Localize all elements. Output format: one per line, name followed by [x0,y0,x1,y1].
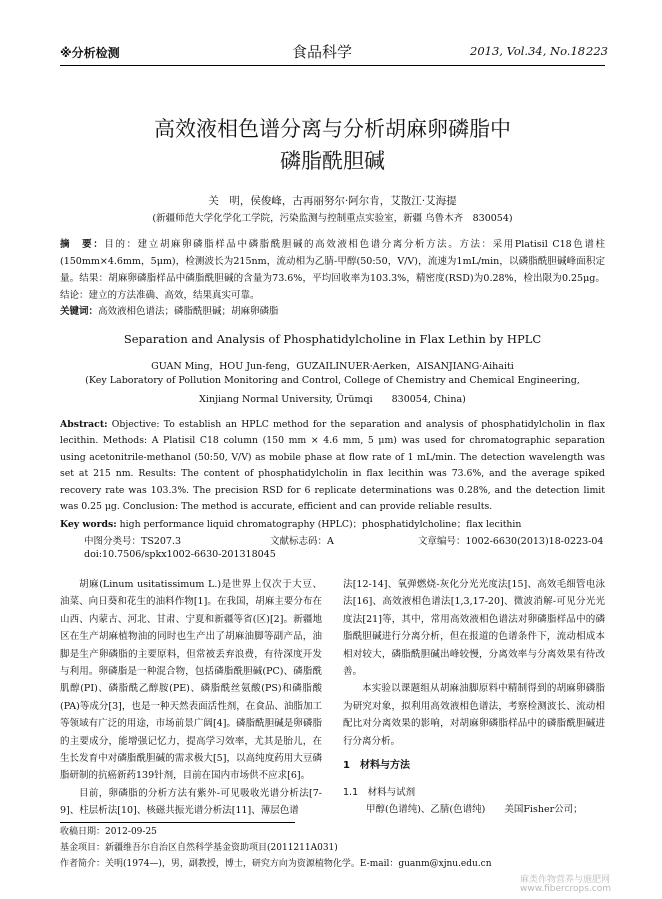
abstract-cn [60,236,605,304]
abstract-en-label: Abstract: [60,419,108,430]
body-right-paragraph-1: 法[12-14]、氧弹燃烧-灰化分光光度法[15]、高效毛细管电泳法[16]、高效液相色谱法[1,3,17-20]、微波消解-可见分光光度法[21]等，其中，常用高效液相色谱法对卵磷脂样品中的磷脂酰胆碱进行分离分析，但在报道的色谱条件下，流动相成本相对较大，磷脂酰胆碱出峰较慢，分离效率与分离效果有待改善。 [343,579,605,678]
title-cn-line-2: 磷脂酰胆碱 [280,149,385,173]
document-code: 文献标志码：A [270,536,334,547]
affiliation-cn: (新疆师范大学化学化工学院，污染监测与控制重点实验室，新疆 乌鲁木齐 830054) [152,213,513,224]
article-number: 文章编号：1002-6630(2013)18-0223-04 [418,536,604,547]
body-left-paragraph-2: 目前，卵磷脂的分析方法有紫外-可见吸收光谱分析法[7-9]、柱层析法[10]、核磁共振光谱分析法[11]、薄层色谱 [60,787,322,817]
clc-number: 中图分类号：TS207.3 [84,536,182,547]
section-label: ※分析检测 [60,46,120,60]
abstract-en-text: Objective: To establish an HPLC method for the separation and analysis of phosphatidylcholin in flax lecithin. Methods: A Platisil C18 column (150 mm × 4.6 mm, 5 μm) was used for chromatographic separation using acetonitrile-methanol (50:50, V/V) as mobile phase at flow rate of 1 mL/min. The detection wavelength was set at 215 nm. Results: The content of phosphatidylcholin in flax lecithin was 73.6%, and the average spiked recovery rate was 103.3%. The precision RSD for 6 replicate determinations was 0.28%, and the detection limit was 0.25 μg. Conclusion: The method is accurate, efficient and can provide reliable results. [60,419,605,513]
title-en: Separation and Analysis of Phosphatidylcholine in Flax Lethin by HPLC [123,332,542,346]
keywords-en-label: Key words: [60,519,117,530]
section-heading-1-1: 1.1 材料与试剂 [343,787,416,798]
abstract-en [60,417,605,517]
fund-info: 基金项目：新疆维吾尔自治区自然科学基金资助项目(2011211A031) [60,843,338,853]
body-right-column [343,576,605,750]
header-rule [60,65,605,66]
body-left-column [60,576,322,817]
authors-cn: 关 明，侯俊峰，古再丽努尔·阿尔肯，艾散江·艾海提 [208,195,457,207]
watermark-line-1: 麻类作物营养与施肥网 [520,875,611,885]
keywords-cn-label: 关键词： [60,306,99,317]
body-left-paragraph-1: 胡麻(Linum usitatissimum L.)是世界上仅次于大豆、油菜、向日葵和花生的油料作物[1]。在我国，胡麻主要分布在山西、内蒙古、河北、甘肃、宁夏和新疆等省(区)[2]。新疆地区在生产胡麻植物油的同时也生产出了胡麻油脚等副产品，油脚是生产卵磷脂的主要原料，但常被丢弃浪费，有待深度开发与利用。卵磷脂是一种混合物，包括磷脂酰胆碱(PC)、磷脂酰肌醇(PI)、磷脂酰乙醇胺(PE)、磷脂酰丝氨酸(PS)和磷脂酸(PA)等成分[3]，也是一种天然表面活性剂，在食品、油脂加工等领域有广泛的用途，市场前景广阔[4]。磷脂酰胆碱是卵磷脂的主要成分，能增强记忆力，提高学习效率，尤其是胎儿，在生长发育中对磷脂酰胆碱的需求极大[5]，以高纯度药用大豆磷脂研制的抗癌新药139针剂，目前在国内市场供不应求[6]。 [60,579,322,782]
keywords-cn-text: 高效液相色谱法；磷脂酰胆碱；胡麻卵磷脂 [98,306,279,317]
received-date: 收稿日期：2012-09-25 [60,827,157,837]
journal-name: 食品科学 [292,43,353,61]
authors-en: GUAN Ming，HOU Jun-feng，GUZAILINUER·Aerken，AISANJIANG·Aihaiti [151,361,514,372]
body-right-paragraph-2: 本实验以课题组从胡麻油脚原料中精制得到的胡麻卵磷脂为研究对象，拟利用高效液相色谱法，考察检测波长、流动相配比对分离效果的影响，对胡麻卵磷脂样品中的磷脂酰胆碱进行分离分析。 [343,683,605,747]
journal-citation: 2013, Vol.34, No.18 [470,44,586,58]
page-number: 223 [586,44,608,58]
footnote-rule [60,822,295,823]
keywords-en-text: high performance liquid chromatography (HPLC)；phosphatidylcholine；flax lecithin [119,519,522,530]
abstract-cn-text: 目的：建立胡麻卵磷脂样品中磷脂酰胆碱的高效液相色谱分离分析方法。方法：采用Platisil C18色谱柱(150mm×4.6mm，5μm)，检测波长为215nm，流动相为乙腈-甲醇(50:50，V/V)，流速为1mL/min，以磷脂酰胆碱峰面积定量。结果：胡麻卵磷脂样品中磷脂酰胆碱的含量为73.6%，平均回收率为103.3%，精密度(RSD)为0.28%，检出限为0.25μg。结论：建立的方法准确、高效，结果真实可靠。 [60,239,605,301]
keywords-en [60,516,605,533]
keywords-cn [60,303,605,320]
watermark-line-2: www.fibercrops.com [520,884,611,894]
abstract-cn-label: 摘 要： [60,239,105,250]
title-cn-line-1: 高效液相色谱分离与分析胡麻卵磷脂中 [154,117,511,141]
section-heading-1: 1 材料与方法 [343,760,410,771]
reagents-line: 甲醇(色谱纯)、乙腈(色谱纯) 美国Fisher公司； [366,804,583,815]
author-info: 作者简介：关明(1974—)，男，副教授，博士，研究方向为资源植物化学。E-mail：guanm@xjnu.edu.cn [60,859,492,869]
affiliation-en-line-1: (Key Laboratory of Pollution Monitoring and Control, College of Chemistry and Chemical Engineering, [85,375,580,386]
affiliation-en-line-2: Xinjiang Normal University, Ürümqi 830054, China) [199,394,466,405]
doi: doi:10.7506/spkx1002-6630-201318045 [84,549,276,560]
